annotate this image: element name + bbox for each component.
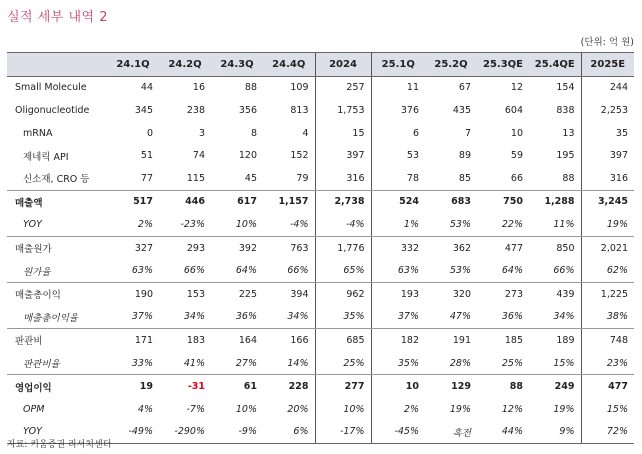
table-cell: 685: [315, 329, 371, 352]
table-cell: 12: [510, 82, 523, 94]
table-cell: 65%: [315, 259, 371, 282]
table-cell: 9%: [529, 421, 581, 444]
table-cell: 683: [451, 196, 471, 208]
header-24-2q: 24.2Q: [159, 53, 211, 77]
source-note: 자료: 키움증권 리서치센터: [7, 440, 112, 450]
table-cell: 394: [290, 288, 309, 300]
table-cell: 316: [581, 167, 634, 190]
table-row: [7, 122, 634, 145]
table-cell: 316: [315, 167, 371, 190]
header-25-1q: 25.1Q: [371, 53, 425, 77]
table-cell: 109: [290, 82, 309, 94]
row-label: 판관비: [15, 336, 43, 348]
table-cell: 12%: [501, 403, 523, 415]
table-cell: 356: [238, 104, 257, 116]
table-cell: 320: [452, 288, 471, 300]
table-cell: 19%: [581, 213, 634, 236]
table-cell: 64%: [477, 259, 529, 282]
table-cell: 277: [315, 375, 371, 398]
table-cell: 34%: [529, 306, 581, 329]
table-cell: 2,253: [581, 99, 634, 122]
table-cell: 8: [250, 127, 257, 139]
table-row: [7, 259, 634, 282]
table-cell: 446: [185, 196, 205, 208]
table-cell: 38%: [581, 306, 634, 329]
row-label: YOY: [7, 421, 107, 444]
row-label: 신소재, CRO 등: [7, 167, 107, 190]
table-cell: 10%: [315, 398, 371, 421]
table-cell: 53%: [425, 213, 477, 236]
table-cell: 88: [529, 167, 581, 190]
table-cell: 6: [412, 127, 419, 139]
table-cell: 2%: [107, 213, 159, 236]
table-row: [7, 167, 634, 190]
table-cell: 35%: [371, 352, 425, 375]
header-2025e: 2025E: [581, 53, 634, 77]
table-cell: 15%: [529, 352, 581, 375]
table-cell: 33%: [107, 352, 159, 375]
table-cell: 182: [400, 334, 419, 346]
table-cell: 51: [140, 150, 153, 162]
table-cell: 477: [504, 242, 523, 254]
header-24-4q: 24.4Q: [263, 53, 315, 77]
row-label: 판관비율: [7, 352, 107, 375]
table-cell: 397: [581, 144, 634, 167]
table-cell: -7%: [186, 403, 205, 415]
table-cell: 524: [399, 196, 419, 208]
row-label: Small Molecule: [15, 82, 87, 94]
table-cell: 66%: [263, 259, 315, 282]
table-cell: 238: [186, 104, 205, 116]
table-cell: 25%: [477, 352, 529, 375]
table-cell: 19%: [449, 403, 471, 415]
table-cell: 6%: [263, 421, 315, 444]
table-cell: 35: [581, 122, 634, 145]
table-cell: 763: [290, 242, 309, 254]
table-cell: 225: [238, 288, 257, 300]
row-label: Oligonucleotide: [15, 104, 90, 116]
table-cell: -23%: [159, 213, 211, 236]
table-cell: 244: [581, 76, 634, 99]
table-cell: 63%: [107, 259, 159, 282]
table-cell: 129: [451, 381, 471, 393]
table-cell: 171: [134, 334, 153, 346]
table-cell: 228: [288, 381, 309, 393]
table-cell: 10%: [235, 403, 257, 415]
table-cell: 36%: [477, 306, 529, 329]
table-cell: 4%: [137, 403, 153, 415]
table-cell: 22%: [477, 213, 529, 236]
table-cell: -31: [187, 381, 205, 393]
header-label: [7, 53, 107, 77]
table-cell: 195: [556, 150, 575, 162]
row-label: 매출총이익율: [7, 306, 107, 329]
table-cell: 3,245: [581, 190, 634, 213]
header-25-2q: 25.2Q: [425, 53, 477, 77]
table-cell: 44%: [477, 421, 529, 444]
unit-label: (단위: 억 원): [580, 37, 634, 48]
table-cell: -4%: [263, 213, 315, 236]
table-cell: 27%: [211, 352, 263, 375]
table-row: [7, 144, 634, 167]
table-cell: 88: [244, 82, 257, 94]
table-cell: 7: [464, 127, 471, 139]
table-row: [7, 99, 634, 122]
table-cell: 11%: [529, 213, 581, 236]
table-cell: -17%: [315, 421, 371, 444]
table-cell: 185: [504, 334, 523, 346]
row-label: 영업이익: [15, 382, 52, 394]
header-25-4qe: 25.4QE: [529, 53, 581, 77]
table-cell: 190: [134, 288, 153, 300]
table-cell: 14%: [263, 352, 315, 375]
table-cell: 838: [556, 104, 575, 116]
table-cell: 183: [186, 334, 205, 346]
table-cell: 813: [290, 104, 309, 116]
row-label: 매출액: [15, 197, 43, 209]
table-cell: 2,738: [315, 190, 371, 213]
table-cell: -4%: [315, 213, 371, 236]
table-cell: 3: [198, 127, 205, 139]
header-24-1q: 24.1Q: [107, 53, 159, 77]
table-cell: 19: [139, 381, 153, 393]
table-cell: 15%: [581, 398, 634, 421]
table-cell: 36%: [211, 306, 263, 329]
table-cell: 85: [425, 167, 477, 190]
table-cell: 25%: [315, 352, 371, 375]
table-cell: 37%: [371, 306, 425, 329]
row-label: YOY: [7, 213, 107, 236]
row-label: OPM: [23, 403, 45, 415]
table-cell: 35%: [315, 306, 371, 329]
table-row: [7, 213, 634, 236]
table-cell: 345: [134, 104, 153, 116]
table-cell: 16: [192, 82, 205, 94]
table-cell: 439: [556, 288, 575, 300]
table-cell: 77: [107, 167, 159, 190]
table-cell: 4: [302, 127, 309, 139]
table-cell: 61: [243, 381, 257, 393]
row-label: 매출원가: [15, 244, 52, 256]
table-cell: 11: [406, 82, 419, 94]
table-cell: 66%: [159, 259, 211, 282]
table-cell: 20%: [287, 403, 309, 415]
table-cell: -290%: [159, 421, 211, 444]
table-cell: 66%: [529, 259, 581, 282]
table-cell: 0: [146, 127, 153, 139]
table-cell: 362: [452, 242, 471, 254]
table-cell: -45%: [371, 421, 425, 444]
table-cell: 34%: [263, 306, 315, 329]
table-cell: 37%: [107, 306, 159, 329]
table-row: [7, 306, 634, 329]
table-cell: 850: [556, 242, 575, 254]
table-cell: 88: [509, 381, 523, 393]
row-label: mRNA: [23, 127, 53, 139]
table-row: [7, 236, 634, 259]
table-cell: 45: [211, 167, 263, 190]
table-cell: 191: [452, 334, 471, 346]
table-cell: 293: [186, 242, 205, 254]
table-cell: 44: [140, 82, 153, 94]
table-cell: 376: [400, 104, 419, 116]
table-cell: 89: [458, 150, 471, 162]
table-cell: 66: [477, 167, 529, 190]
table-cell: 962: [315, 282, 371, 305]
table-cell: 153: [186, 288, 205, 300]
table-cell: 166: [290, 334, 309, 346]
table-cell: 327: [134, 242, 153, 254]
table-cell: 28%: [425, 352, 477, 375]
table-cell: 397: [315, 144, 371, 167]
table-cell: 53%: [425, 259, 477, 282]
table-cell: 1,776: [315, 236, 371, 259]
table-cell: 10: [405, 381, 419, 393]
table-cell: 164: [238, 334, 257, 346]
table-row: [7, 329, 634, 352]
table-cell: 193: [400, 288, 419, 300]
row-label: 매출총이익: [15, 290, 61, 302]
financial-table: [7, 52, 634, 444]
header-24-3q: 24.3Q: [211, 53, 263, 77]
table-cell: 72%: [581, 421, 634, 444]
table-cell: 517: [133, 196, 153, 208]
table-cell: 62%: [581, 259, 634, 282]
table-cell: 154: [556, 82, 575, 94]
table-cell: 189: [556, 334, 575, 346]
table-cell: 15: [315, 122, 371, 145]
table-cell: 750: [503, 196, 523, 208]
table-cell: 10%: [211, 213, 263, 236]
table-cell: 332: [400, 242, 419, 254]
table-cell: 78: [371, 167, 425, 190]
table-cell: 2,021: [581, 236, 634, 259]
table-cell: 604: [504, 104, 523, 116]
table-cell: 79: [263, 167, 315, 190]
table-cell: 435: [452, 104, 471, 116]
table-cell: 1,157: [278, 196, 309, 208]
table-row: [7, 375, 634, 398]
table-cell: 흑전: [425, 421, 477, 444]
table-cell: 1,288: [544, 196, 575, 208]
table-cell: 23%: [581, 352, 634, 375]
table-cell: 115: [159, 167, 211, 190]
table-cell: 1,225: [581, 282, 634, 305]
table-cell: 74: [192, 150, 205, 162]
table-cell: 59: [510, 150, 523, 162]
table-cell: 1,753: [315, 99, 371, 122]
table-row: [7, 282, 634, 305]
table-cell: 53: [406, 150, 419, 162]
table-cell: 617: [237, 196, 257, 208]
table-cell: -9%: [211, 421, 263, 444]
table-cell: 392: [238, 242, 257, 254]
table-row: [7, 76, 634, 99]
header-25-3qe: 25.3QE: [477, 53, 529, 77]
page-title: 실적 세부 내역 2: [7, 10, 109, 25]
table-cell: 748: [581, 329, 634, 352]
table-header-row: [7, 53, 634, 77]
table-cell: 10: [510, 127, 523, 139]
table-cell: 257: [315, 76, 371, 99]
table-cell: 477: [581, 375, 634, 398]
table-cell: 67: [458, 82, 471, 94]
table-row: [7, 352, 634, 375]
table-cell: 63%: [371, 259, 425, 282]
table-cell: 34%: [159, 306, 211, 329]
table-cell: 19%: [553, 403, 575, 415]
table-cell: 2%: [403, 403, 419, 415]
table-cell: 1%: [371, 213, 425, 236]
table-cell: 120: [238, 150, 257, 162]
table-cell: 41%: [159, 352, 211, 375]
table-cell: 13: [562, 127, 575, 139]
table-cell: 64%: [211, 259, 263, 282]
table-cell: 47%: [425, 306, 477, 329]
row-label: 원가율: [7, 259, 107, 282]
table-cell: 249: [554, 381, 575, 393]
row-label: 제네릭 API: [23, 151, 69, 163]
header-2024: 2024: [315, 53, 371, 77]
table-cell: -49%: [107, 421, 159, 444]
table-cell: 152: [290, 150, 309, 162]
table-row: [7, 398, 634, 421]
table-cell: 273: [504, 288, 523, 300]
table-row: [7, 190, 634, 213]
